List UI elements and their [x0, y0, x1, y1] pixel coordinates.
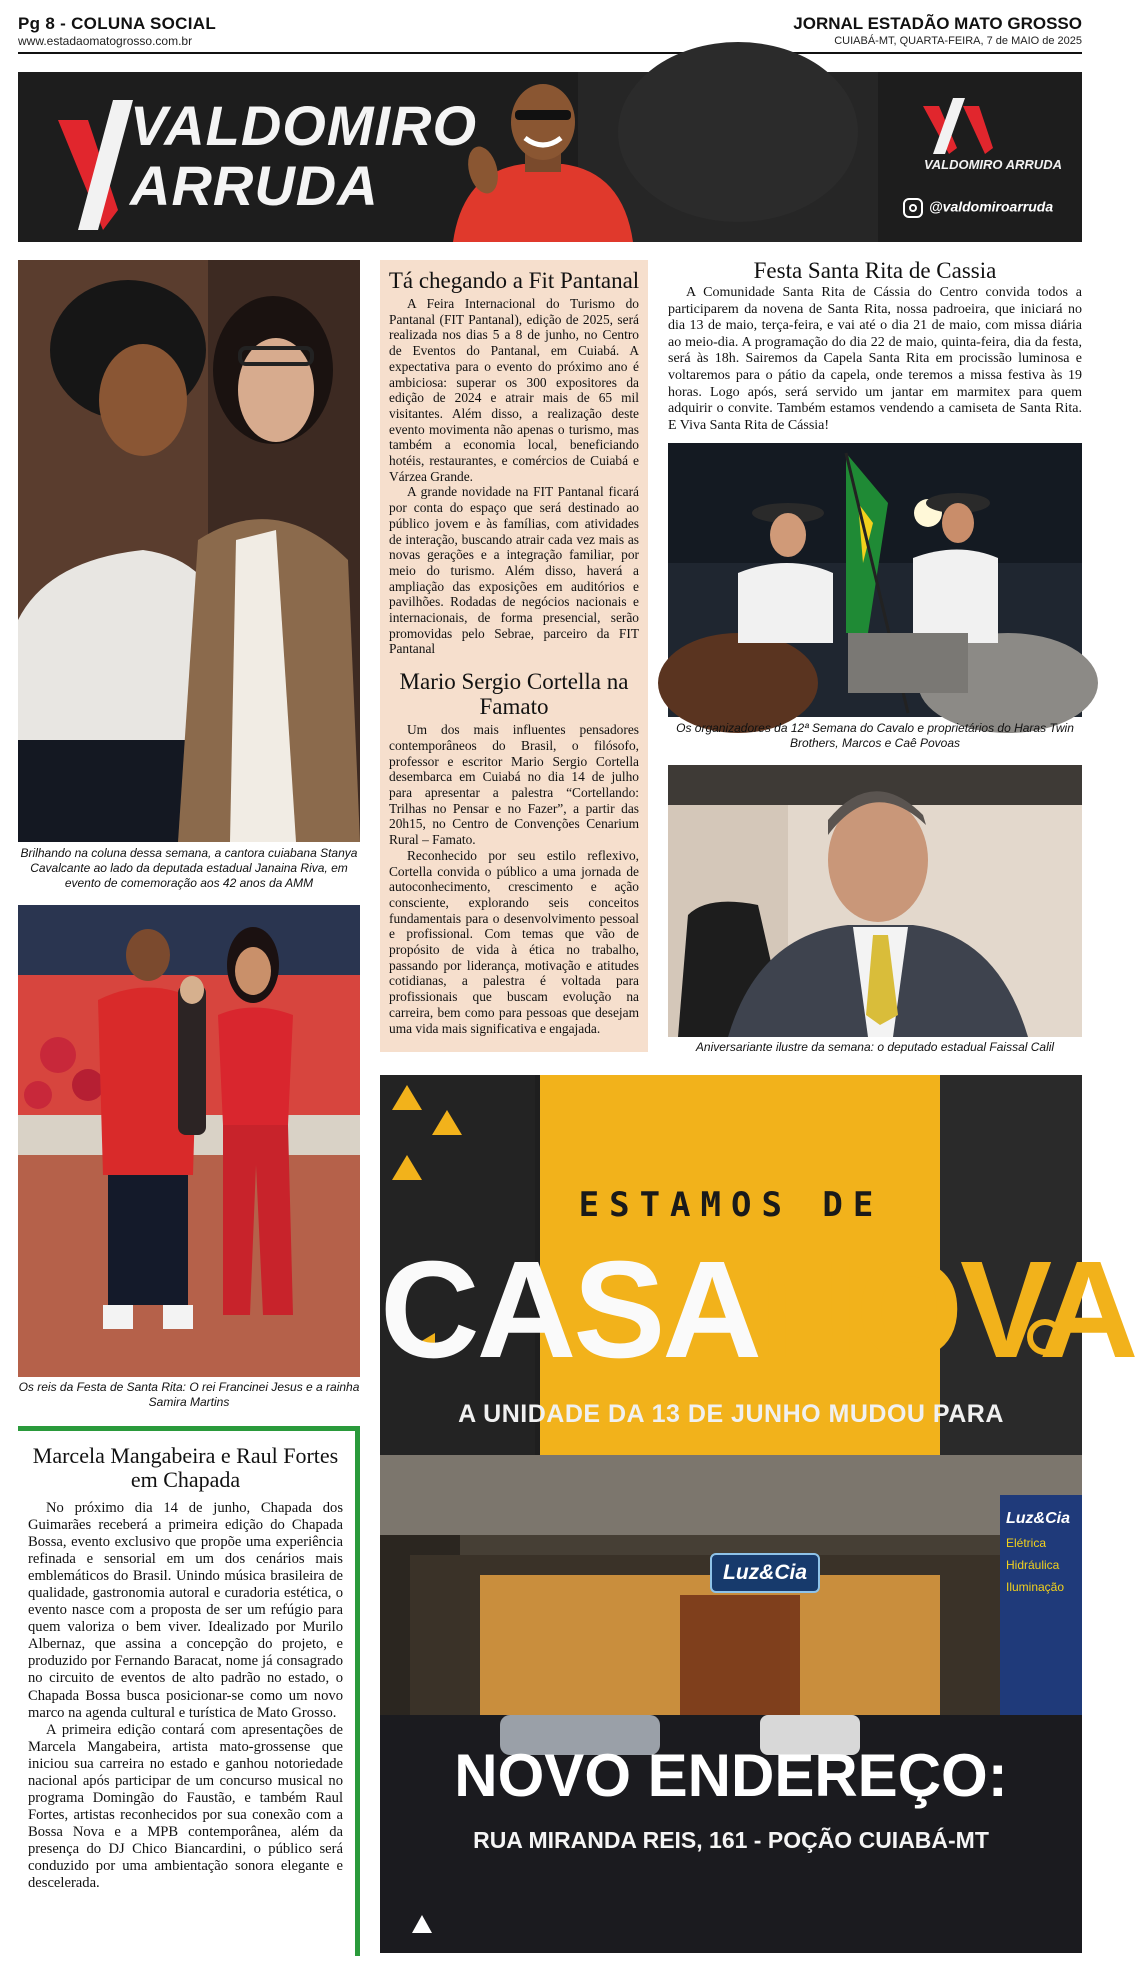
banner-name-line2: ARRUDA — [130, 154, 379, 217]
ad-unidade-text: A UNIDADE DA 13 DE JUNHO MUDOU PARA — [458, 1400, 1004, 1428]
ad-side-sign-brand: Luz&Cia — [1006, 1510, 1070, 1527]
banner-instagram[interactable] — [903, 198, 1053, 218]
article-cortella-title: Mario Sergio Cortella na Famato — [399, 669, 629, 720]
ad-novo-endereco: NOVO ENDEREÇO: — [454, 1742, 1008, 1809]
ad-casa-nova[interactable] — [380, 1075, 1136, 1953]
ad-rua-address: RUA MIRANDA REIS, 161 - POÇÃO CUIABÁ-MT — [473, 1827, 989, 1853]
ad-casa-nova-title — [380, 1233, 1136, 1387]
article-cortella-p1: Um dos mais influentes pensadores contemporâneos do Brasil, o filósofo, professor e escritor Mario Sergio Cortella desembarca em Cuiabá no dia 14 de julho para apresentar a palestra “Cortellando: Trilhas no Pensar e no Fazer”, a partir das 20h15, no Centro de Convenções Cenarium Rural – Famato. — [389, 722, 639, 848]
ad-nova-word: NOVA — [759, 1233, 1136, 1387]
photo-stanya-janaina-image — [18, 260, 360, 842]
instagram-icon — [903, 198, 923, 218]
article-marcela-p2: A primeira edição contará com apresentações de Marcela Mangabeira, artista mato-grossense que iniciou sua carreira no estado e ganhou notoriedade nacional após participar de um concurso musical no programa Domingão do Faustão, e também Raul Fortes, artistas reconhecidos por sua conexão com a Bossa Nova e a MPB contemporânea, além da presença do DJ Chico Biancardini, o público será conduzido por uma ambientação sonora elegante e descelerada. — [28, 1721, 343, 1892]
valdomiro-banner — [18, 72, 1082, 242]
article-santa-rita-body — [668, 283, 1082, 434]
banner-name — [72, 96, 477, 216]
caption-stanya: Brilhando na coluna dessa semana, a cantora cuiabana Stanya Cavalcante ao lado da deputada estadual Janaina Riva, em evento de comemoração aos 42 anos da AMM — [20, 846, 358, 890]
newspaper-name: JORNAL ESTADÃO MATO GROSSO — [793, 14, 1082, 33]
ad-side-item-3: Iluminação — [1006, 1580, 1065, 1594]
photo-semana-cavalo-image — [668, 443, 1082, 717]
caption-reis: Os reis da Festa de Santa Rita: O rei Francinei Jesus e a rainha Samira Martins — [18, 1380, 360, 1409]
article-santa-rita-title: Festa Santa Rita de Cassia — [753, 258, 997, 283]
article-marcela-box — [18, 1426, 360, 1956]
page-section-label: Pg 8 - COLUNA SOCIAL — [18, 14, 217, 33]
ad-estamos-de: ESTAMOS DE — [578, 1185, 884, 1225]
article-marcela-p1: No próximo dia 14 de junho, Chapada dos Guimarães receberá a primeira edição do Chapada Bossa, evento exclusivo que propõe uma experiência refinada e sensorial em um dos cenários mais emblemáticos do Brasil. Unindo música brasileira de qualidade, gastronomia autoral e curadoria estética, o evento nasce com a proposta de ser um refúgio para quem valoriza o bem viver. Idealizado por Murilo Albernaz, que assina a concepção do projeto, e produzido por Fernando Baracat, nome já consagrado no circuito de eventos de alto padrão no estado, o Chapada Bossa busca posicionar-se como um novo marco na agenda cultural e turística de Mato Grosso. — [28, 1500, 343, 1721]
article-fit-body — [380, 293, 648, 657]
banner-logo-name: VALDOMIRO ARRUDA — [924, 157, 1062, 172]
ad-store-sign: Luz&Cia — [710, 1553, 820, 1593]
instagram-handle: @valdomiroarruda — [929, 198, 1054, 215]
ad-casa-word: CASA — [380, 1233, 760, 1387]
photo-faissal — [668, 765, 1082, 1037]
article-fit-p2: A grande novidade na FIT Pantanal ficará por conta do espaço que será destinado ao público jovem e às famílias, com atividades de interação, buscando atrair cada vez mais as novas gerações e a integração familiar, por meio do turismo. Além disso, haverá a ampliação das exposições em auditórios e pavilhões. Rodadas de negócios nacionais e internacionais, de forma presencial, serão promovidas pelo Sebrae, parceiro da FIT Pantanal — [389, 484, 639, 657]
photo-semana-cavalo — [668, 443, 1082, 717]
article-fit-title: Tá chegando a Fit Pantanal — [388, 268, 640, 293]
article-cortella-body — [380, 719, 648, 1036]
article-cortella-p2: Reconhecido por seu estilo reflexivo, Cortella convida o público a uma jornada de autoconhecimento, crescimento e ação consciente, explorando seis conceitos fundamentais para o desenvolvimento pessoal e profissional. Com temas que vão de propósito de vida à ética no trabalho, passando por liderança, motivação e atitudes cotidianas, a palestra é voltada para profissionais que buscam evolução na carreira, bem como para pessoas que desejam uma vida mais significativa e engajada. — [389, 847, 639, 1036]
caption-faissal: Aniversariante ilustre da semana: o deputado estadual Faissal Calil — [695, 1040, 1055, 1054]
photo-reis-santa-rita-image — [18, 905, 360, 1377]
photo-stanya-janaina — [18, 260, 360, 842]
header-rule — [18, 52, 1082, 54]
website-url[interactable]: www.estadaomatogrosso.com.br — [18, 34, 193, 48]
article-santa-rita — [668, 258, 1082, 434]
ad-side-item-1: Elétrica — [1006, 1536, 1047, 1550]
caption-cavalo: Os organizadores da 12ª Semana do Cavalo e proprietários do Haras Twin Brothers, Marcos e Caê Povoas — [676, 721, 1074, 750]
dateline: CUIABÁ-MT, QUARTA-FEIRA, 7 de MAIO de 2025 — [834, 35, 1082, 47]
photo-faissal-image — [668, 765, 1082, 1037]
ad-side-item-2: Hidráulica — [1006, 1558, 1060, 1572]
banner-name-line1: VALDOMIRO — [130, 94, 478, 157]
article-marcela-title: Marcela Mangabeira e Raul Fortes em Chapada — [32, 1443, 339, 1492]
article-fit-cortella-box — [380, 260, 648, 1052]
article-santa-rita-p1: A Comunidade Santa Rita de Cássia do Centro convida todos a participarem da novena de Santa Rita, nossa padroeira, que iniciará no dia 13 de maio, terça-feira, e vai até o dia 21 de maio, com missa diária ao meio-dia. A programação do dia 22 de maio, quinta-feira, dia da festa, será às 18h. Sairemos da Capela Santa Rita em procissão luminosa e voltaremos para o pátio da capela, onde teremos a missa festiva às 19 horas. Logo após, será servido um jantar em marmitex para quem adquirir o convite. Também estamos vendendo a camiseta de Santa Rita. E Viva Santa Rita de Cássia! — [668, 285, 1082, 433]
valdomiro-portrait — [443, 72, 643, 242]
ad-side-sign — [1006, 1510, 1082, 1594]
article-marcela-body — [18, 1492, 355, 1892]
va-brand-logo-icon — [923, 98, 993, 154]
article-fit-p1: A Feira Internacional do Turismo do Pantanal (FIT Pantanal), edição de 2025, será realizada nos dias 5 a 8 de junho, no Centro de Eventos do Pantanal, em Cuiabá. A expectativa para o evento do próximo ano é ambiciosa: superar os 300 expositores da edição de 2024 e atrair mais de 65 mil visitantes. Além disso, a realização deste evento movimenta não apenas o turismo, mas também a economia local, beneficiando hotéis, restaurantes, e comércios de Cuiabá e Várzea Grande. — [389, 296, 639, 484]
photo-reis-santa-rita — [18, 905, 360, 1377]
